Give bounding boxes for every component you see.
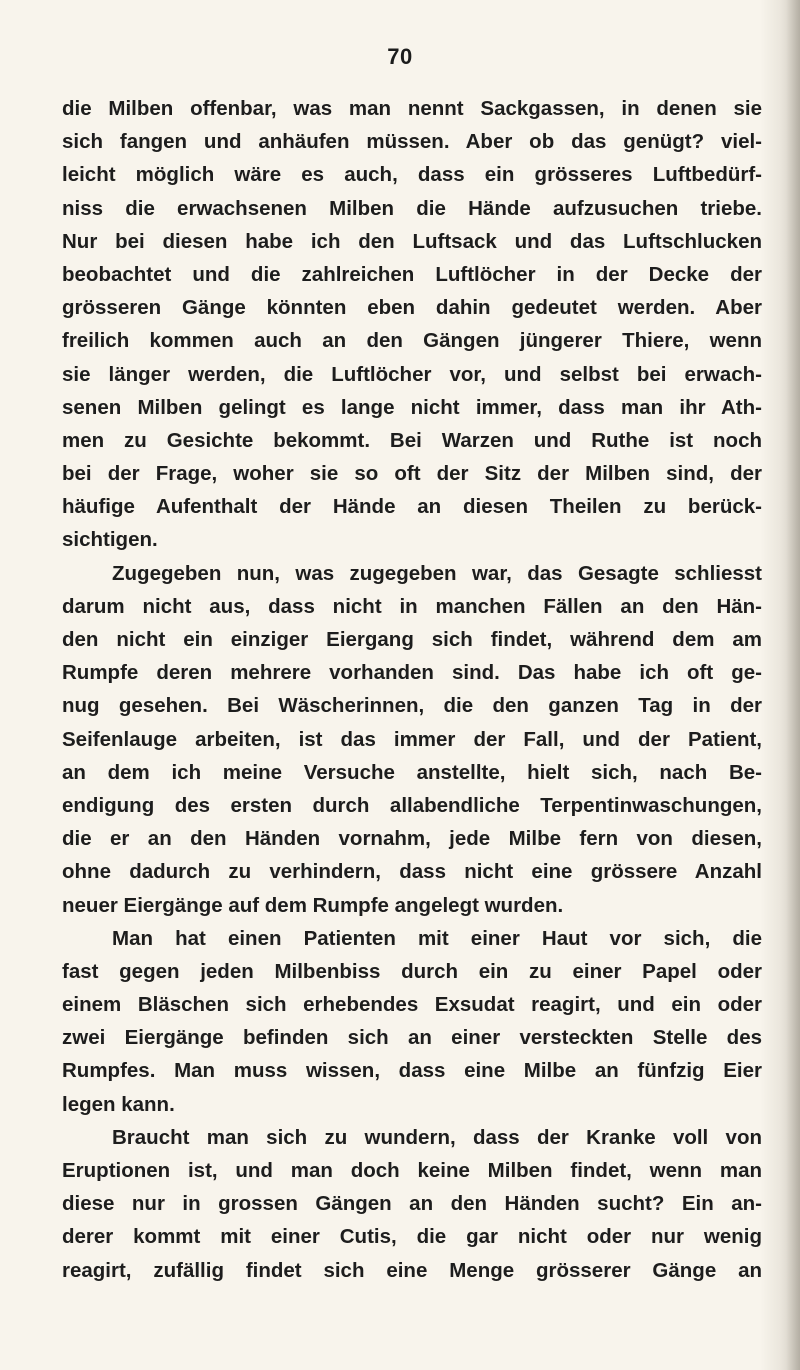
text-line: grösseren Gänge könnten eben dahin gedeutet werden. Aber <box>62 296 762 320</box>
page-edge-shadow <box>786 0 800 1370</box>
text-line: ohne dadurch zu verhindern, dass nicht eine grössere Anzahl <box>62 860 762 884</box>
text-line: sichtigen. <box>62 528 158 552</box>
text-line: Rumpfes. Man muss wissen, dass eine Milbe an fünfzig Eier <box>62 1059 762 1083</box>
text-line: Braucht man sich zu wundern, dass der Kranke voll von <box>112 1125 762 1149</box>
text-line: men zu Gesichte bekommt. Bei Warzen und Ruthe ist noch <box>62 428 762 452</box>
text-line: nug gesehen. Bei Wäscherinnen, die den ganzen Tag in der <box>62 694 762 718</box>
text-line: sich fangen und anhäufen müssen. Aber ob das genügt? viel- <box>62 130 762 154</box>
text-line: die er an den Händen vornahm, jede Milbe fern von diesen, <box>62 827 762 851</box>
text-line: an dem ich meine Versuche anstellte, hielt sich, nach Be- <box>62 760 762 784</box>
text-line: Nur bei diesen habe ich den Luftsack und das Luftschlucken <box>62 229 762 253</box>
text-line: derer kommt mit einer Cutis, die gar nicht oder nur wenig <box>62 1225 762 1249</box>
text-line: niss die erwachsenen Milben die Hände aufzusuchen triebe. <box>62 196 762 220</box>
text-line: freilich kommen auch an den Gängen jüngerer Thiere, wenn <box>62 329 762 353</box>
text-line: häufige Aufenthalt der Hände an diesen Theilen zu berück- <box>62 495 762 519</box>
text-line: diese nur in grossen Gängen an den Händen sucht? Ein an- <box>62 1192 762 1216</box>
text-line: Man hat einen Patienten mit einer Haut vor sich, die <box>112 926 762 950</box>
text-line: legen kann. <box>62 1092 175 1116</box>
text-line: Rumpfe deren mehrere vorhanden sind. Das habe ich oft ge- <box>62 661 762 685</box>
text-line: einem Bläschen sich erhebendes Exsudat reagirt, und ein oder <box>62 993 762 1017</box>
text-line: Zugegeben nun, was zugegeben war, das Gesagte schliesst <box>112 561 762 585</box>
text-line: fast gegen jeden Milbenbiss durch ein zu einer Papel oder <box>62 959 762 983</box>
text-line: bei der Frage, woher sie so oft der Sitz der Milben sind, der <box>62 462 762 486</box>
text-line: endigung des ersten durch allabendliche Terpentinwaschungen, <box>62 793 762 817</box>
text-line: reagirt, zufällig findet sich eine Menge grösserer Gänge an <box>62 1258 762 1282</box>
text-line: Seifenlauge arbeiten, ist das immer der Fall, und der Patient, <box>62 727 762 751</box>
text-line: neuer Eiergänge auf dem Rumpfe angelegt wurden. <box>62 893 564 917</box>
text-line: die Milben offenbar, was man nennt Sackgassen, in denen sie <box>62 97 762 120</box>
text-line: den nicht ein einziger Eiergang sich findet, während dem am <box>62 628 762 651</box>
page-number: 70 <box>387 44 413 69</box>
text-line: Eruptionen ist, und man doch keine Milben findet, wenn man <box>62 1159 762 1182</box>
text-line: sie länger werden, die Luftlöcher vor, und selbst bei erwach- <box>62 362 762 386</box>
text-line: zwei Eiergänge befinden sich an einer versteckten Stelle des <box>62 1026 762 1050</box>
text-line: beobachtet und die zahlreichen Luftlöcher in der Decke der <box>62 262 762 286</box>
text-line: leicht möglich wäre es auch, dass ein grösseres Luftbedürf- <box>62 163 762 187</box>
text-line: senen Milben gelingt es lange nicht immer, dass man ihr Ath- <box>62 395 762 419</box>
body-text <box>62 92 762 1287</box>
text-line: darum nicht aus, dass nicht in manchen Fällen an den Hän- <box>62 594 762 618</box>
